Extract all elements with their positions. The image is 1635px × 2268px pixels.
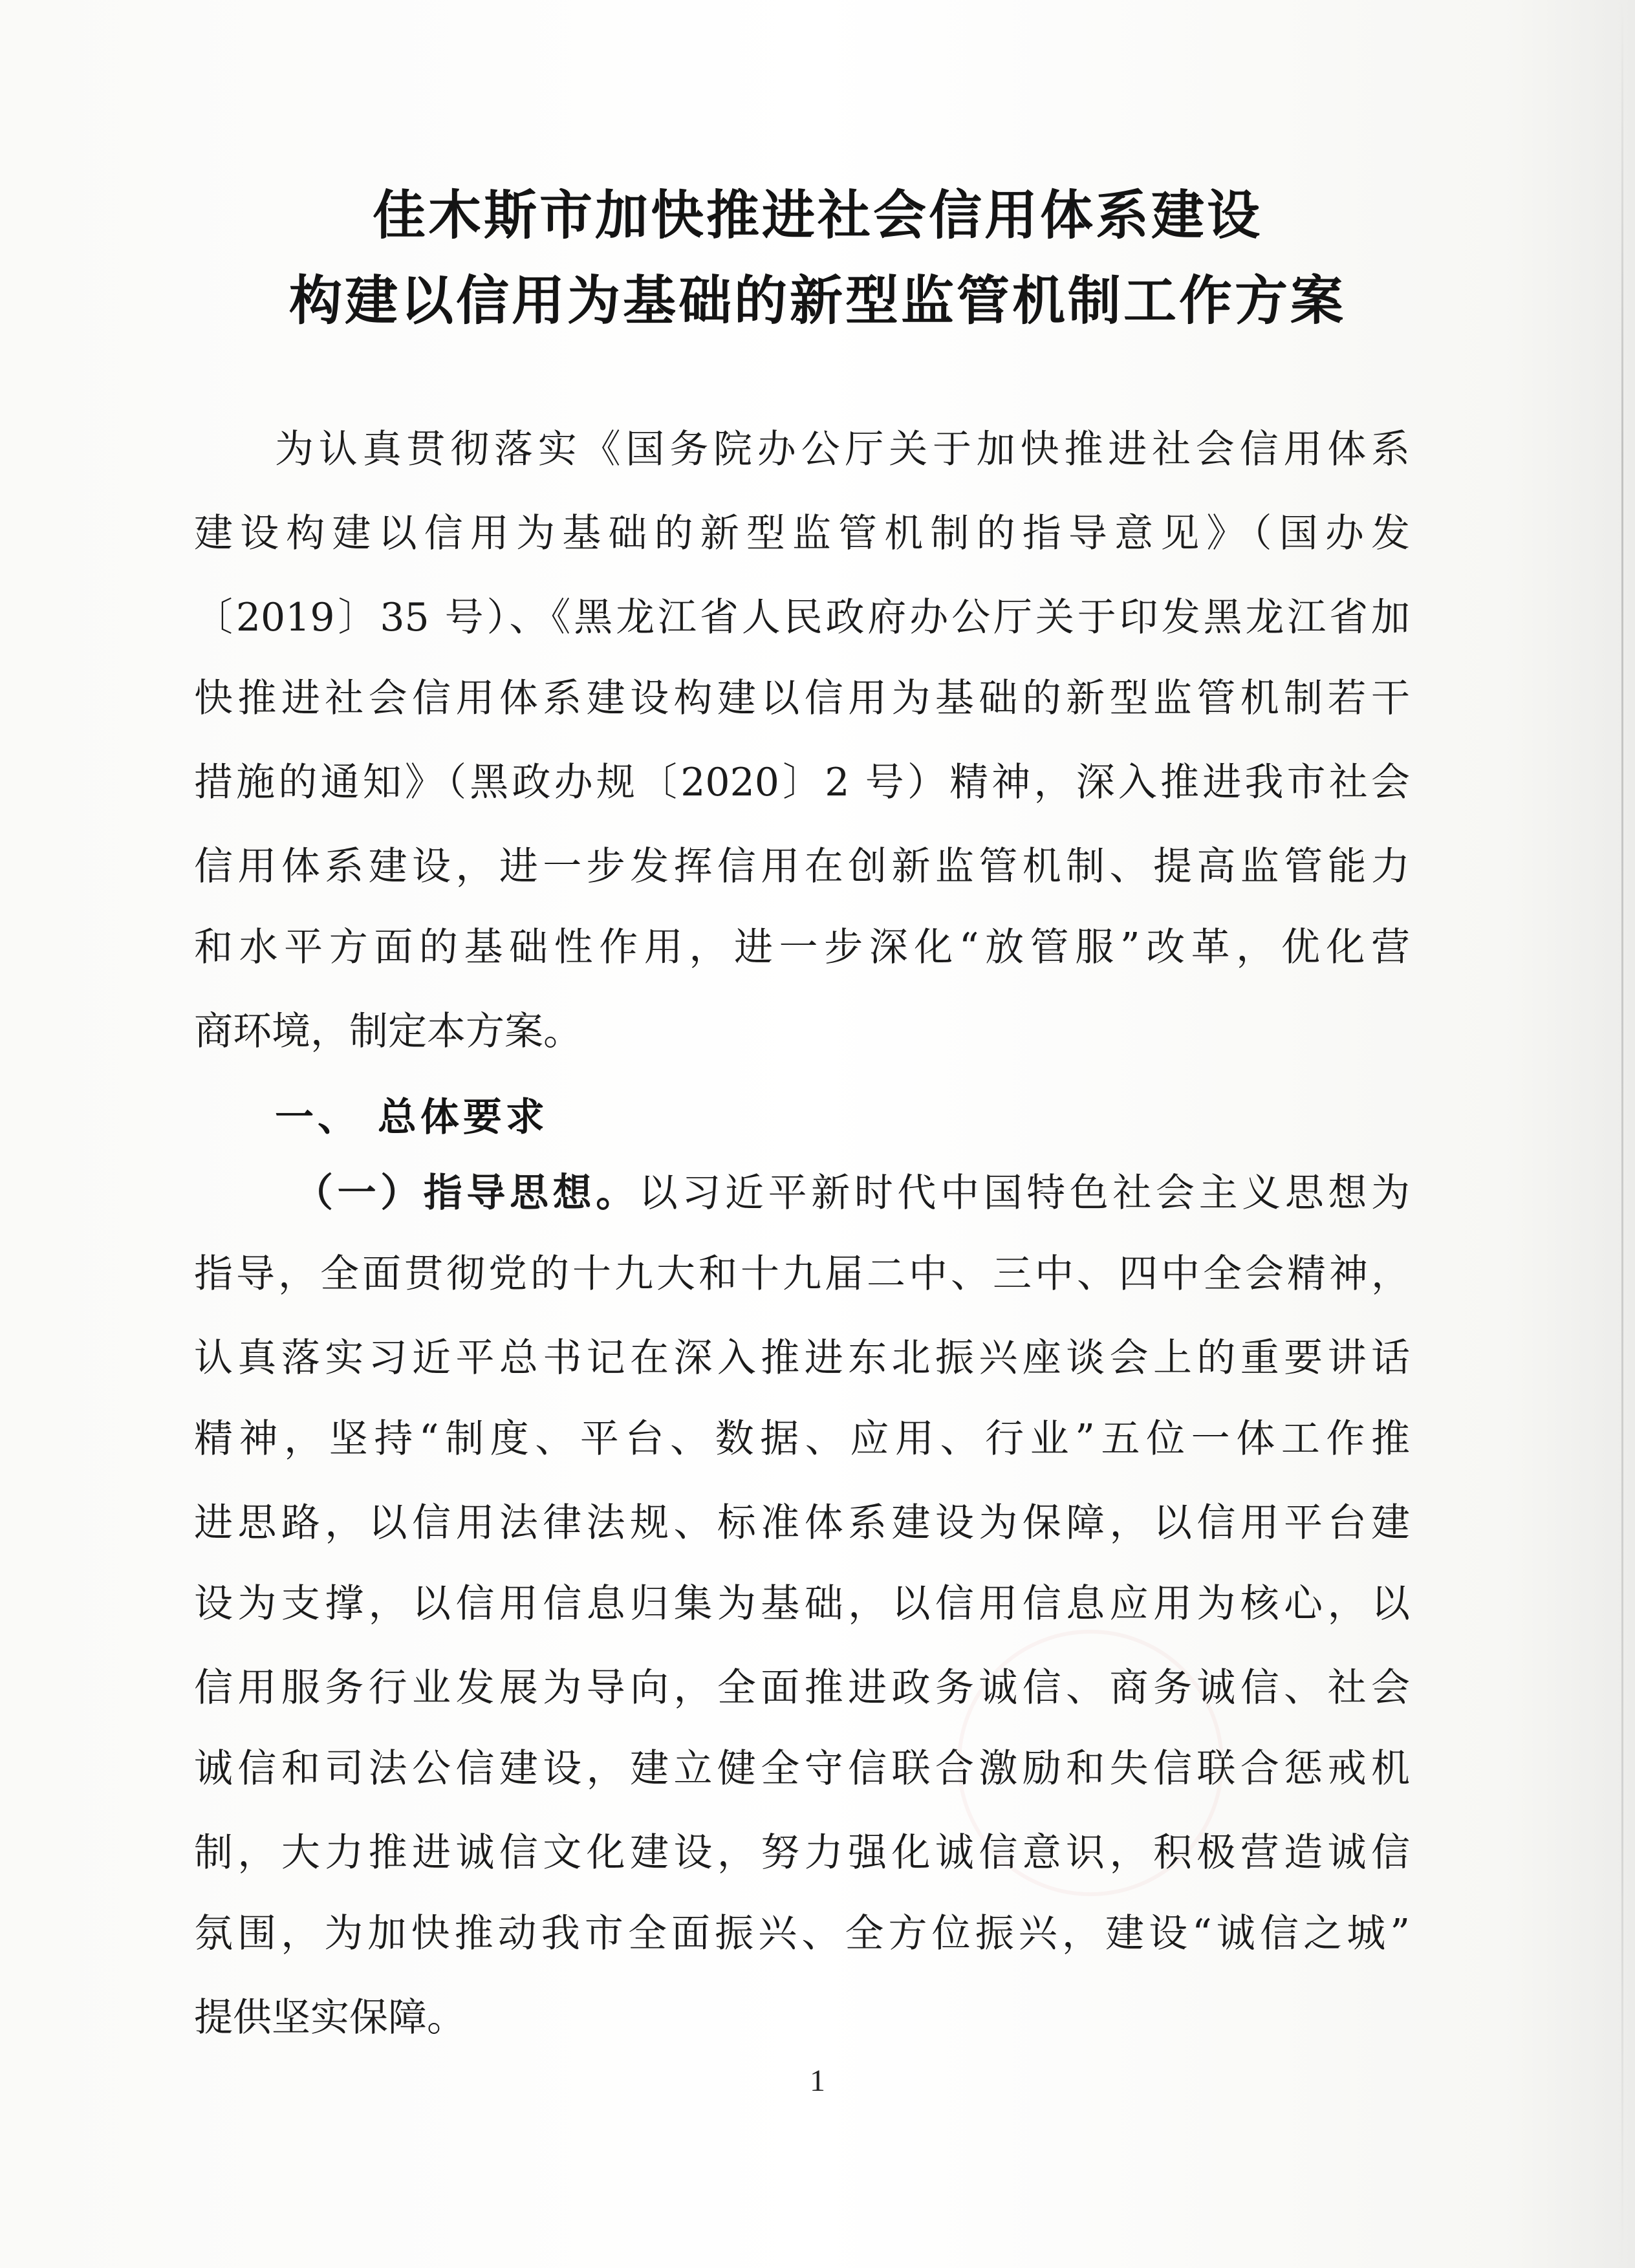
page-edge-shadow — [1621, 0, 1623, 2268]
intro-line-7: 和水平方面的基础性作用，进一步深化“放管服”改革，优化营 — [194, 925, 1410, 970]
intro-line-6: 信用体系建设，进一步发挥信用在创新监管机制、提高监管能力 — [194, 844, 1410, 889]
section-heading-general-requirements: 一、 总体要求 — [275, 1095, 548, 1140]
intro-line-5: 措施的通知》（黑政办规〔2020〕2 号）精神，深入推进我市社会 — [194, 760, 1410, 805]
subsection-line-2: 指导，全面贯彻党的十九大和十九届二中、三中、四中全会精神， — [194, 1251, 1410, 1297]
intro-line-3: 〔2019〕35 号）、《黑龙江省人民政府办公厅关于印发黑龙江省加 — [194, 595, 1410, 640]
subsection-line-5: 进思路，以信用法律法规、标准体系建设为保障，以信用平台建 — [194, 1500, 1410, 1546]
subsection-line-6: 设为支撑，以信用信息归集为基础，以信用信息应用为核心，以 — [194, 1581, 1410, 1626]
subsection-line-11: 提供坚实保障。 — [194, 1995, 466, 2040]
subsection-line-3: 认真落实习近平总书记在深入推进东北振兴座谈会上的重要讲话 — [194, 1335, 1410, 1381]
intro-line-2: 建设构建以信用为基础的新型监管机制的指导意见》（国办发 — [194, 511, 1410, 556]
subsection-label: （一）指导思想。 — [294, 1171, 639, 1216]
intro-line-1: 为认真贯彻落实《国务院办公厅关于加快推进社会信用体系 — [275, 427, 1410, 472]
page-number: 1 — [810, 2064, 825, 2098]
subsection-line-8: 诚信和司法公信建设，建立健全守信联合激励和失信联合惩戒机 — [194, 1746, 1410, 1791]
intro-line-4: 快推进社会信用体系建设构建以信用为基础的新型监管机制若干 — [194, 676, 1410, 721]
document-title-line-2: 构建以信用为基础的新型监管机制工作方案 — [288, 270, 1346, 332]
subsection-first-line-text: 以习近平新时代中国特色社会主义思想为 — [638, 1171, 1411, 1216]
subsection-line-7: 信用服务行业发展为导向，全面推进政务诚信、商务诚信、社会 — [194, 1665, 1410, 1711]
subsection-line-4: 精神，坚持“制度、平台、数据、应用、行业”五位一体工作推 — [194, 1416, 1410, 1462]
subsection-line-9: 制，大力推进诚信文化建设，努力强化诚信意识，积极营造诚信 — [194, 1830, 1410, 1875]
subsection-first-line — [294, 1171, 1410, 1216]
subsection-line-10: 氛围，为加快推动我市全面振兴、全方位振兴，建设“诚信之城” — [194, 1911, 1410, 1956]
document-title-line-1: 佳木斯市加快推进社会信用体系建设 — [372, 185, 1262, 246]
intro-line-8: 商环境，制定本方案。 — [194, 1009, 582, 1054]
